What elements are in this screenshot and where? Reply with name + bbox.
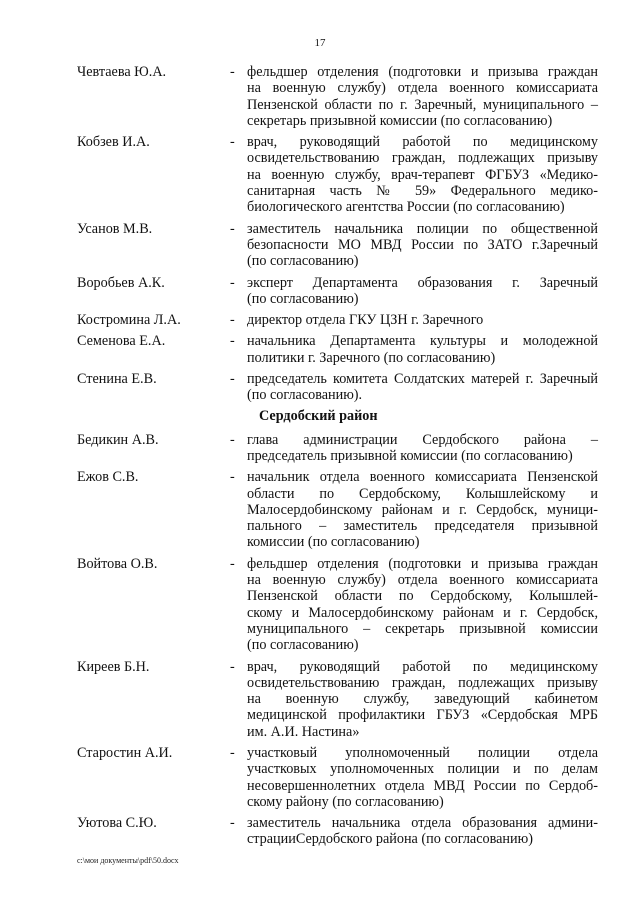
position-line: Малосердобинскому районам и г. Сердобск, муници- [247, 501, 598, 518]
entry-dash: - [230, 371, 235, 388]
position-line: безопасности МО МВД России по ЗАТО г.Заречный [247, 236, 598, 253]
position-line: им. А.И. Настина» [247, 723, 360, 740]
position-line: на военную службу, заведующий кабинетом [247, 691, 598, 708]
member-entry [0, 312, 640, 328]
position-line: начальника Департамента культуры и молодежной [247, 333, 598, 350]
position-line: скому району (по согласованию) [247, 793, 444, 810]
member-entry [0, 275, 640, 308]
entry-dash: - [230, 220, 235, 237]
member-position [247, 64, 598, 129]
member-position [247, 556, 598, 654]
member-entry [0, 556, 640, 654]
member-position [247, 745, 598, 810]
member-name: Семенова Е.А. [77, 333, 166, 350]
position-line: освидетельствованию граждан, подлежащих призыву [247, 150, 598, 167]
member-entry [0, 815, 640, 848]
entry-dash: - [230, 555, 235, 572]
member-entry [0, 134, 640, 215]
position-line: политики г. Заречного (по согласованию) [247, 349, 496, 366]
entry-dash: - [230, 815, 235, 832]
position-line: освидетельствованию граждан, подлежащих призыву [247, 674, 598, 691]
member-name: Костромина Л.А. [77, 312, 181, 329]
position-line: Пензенской области по Сердобскому, Колышлей- [247, 588, 598, 605]
position-line: (по согласованию) [247, 637, 359, 654]
entry-dash: - [230, 64, 235, 80]
file-path-footer: c:\мои документы\pdf\50.docx [77, 856, 179, 865]
member-entry [0, 221, 640, 270]
position-line: медицинской профилактики ГБУЗ «Сердобская МРБ [247, 707, 598, 724]
member-position [247, 275, 598, 308]
position-line: Пензенской области по г. Заречный, муниципального – [247, 96, 598, 113]
member-entry [0, 333, 640, 366]
position-line: фельдшер отделения (подготовки и призыва граждан [247, 555, 598, 572]
position-line: начальник отдела военного комиссариата Пензенской [247, 469, 598, 486]
member-position [247, 221, 598, 270]
member-name: Войтова О.В. [77, 555, 158, 572]
position-line: муниципального – секретарь призывной комиссии [247, 620, 598, 637]
position-line: санитарная часть № 59» Федерального медико- [247, 183, 598, 200]
member-name: Воробьев А.К. [77, 274, 165, 291]
member-entry [0, 371, 640, 404]
member-name: Старостин А.И. [77, 744, 173, 761]
member-name: Усанов М.В. [77, 220, 153, 237]
position-line: несовершеннолетних отдела МВД России по Сердоб- [247, 777, 598, 794]
position-line: на военную службу, врач-терапевт ФГБУЗ «Медико- [247, 166, 598, 183]
member-name: Чевтаева Ю.А. [77, 64, 167, 80]
position-line: председатель комитета Солдатских матерей г. Заречный [247, 371, 598, 388]
member-entry [0, 469, 640, 550]
position-line: области по Сердобскому, Колышлейскому и [247, 485, 598, 502]
member-position [247, 815, 598, 848]
member-name: Бедикин А.В. [77, 431, 159, 448]
entry-dash: - [230, 312, 235, 329]
position-line: участковых уполномоченных полиции и по делам [247, 761, 598, 778]
member-entry [0, 659, 640, 740]
entry-dash: - [230, 134, 235, 151]
position-line: заместитель начальника полиции по общественной [247, 220, 598, 237]
position-line: страцииСердобского района (по согласованию) [247, 831, 533, 848]
page-number: 17 [314, 37, 326, 49]
position-line: врач, руководящий работой по медицинскому [247, 658, 598, 675]
position-line: биологического агентства России (по согласованию) [247, 199, 565, 216]
member-position [247, 659, 598, 740]
position-line: председатель призывной комиссии (по согласованию) [247, 447, 573, 464]
position-line: пального – заместитель председателя призывной [247, 518, 598, 535]
commission-list [0, 64, 640, 853]
position-line: директор отдела ГКУ ЦЗН г. Заречного [247, 312, 484, 329]
member-name: Кобзев И.А. [77, 134, 150, 151]
member-entry [0, 745, 640, 810]
position-line: (по согласованию). [247, 387, 363, 404]
position-line: (по согласованию) [247, 253, 359, 270]
member-position [247, 312, 598, 328]
position-line: секретарь призывной комиссии (по согласованию) [247, 112, 553, 129]
entry-dash: - [230, 431, 235, 448]
position-line: комиссии (по согласованию) [247, 534, 420, 551]
position-line: на военную службу) отдела военного комиссариата [247, 80, 598, 97]
member-position [247, 371, 598, 404]
section-title: Сердобский район [259, 407, 378, 424]
member-position [247, 469, 598, 550]
member-entry [0, 432, 640, 465]
position-line: фельдшер отделения (подготовки и призыва граждан [247, 64, 598, 80]
entry-dash: - [230, 744, 235, 761]
position-line: глава администрации Сердобского района – [247, 431, 598, 448]
position-line: врач, руководящий работой по медицинскому [247, 134, 598, 151]
member-name: Уютова С.Ю. [77, 815, 157, 832]
member-name: Стенина Е.В. [77, 371, 157, 388]
commission-members-list [0, 64, 640, 404]
member-position [247, 432, 598, 465]
member-position [247, 333, 598, 366]
position-line: участковый уполномоченный полиции отдела [247, 744, 598, 761]
entry-dash: - [230, 658, 235, 675]
serdobsk-commission-members-list [0, 432, 640, 848]
entry-dash: - [230, 469, 235, 486]
member-name: Киреев Б.Н. [77, 658, 150, 675]
position-line: эксперт Департамента образования г. Заречный [247, 274, 598, 291]
position-line: на военную службу) отдела военного комиссариата [247, 572, 598, 589]
position-line: заместитель начальника отдела образования админи- [247, 815, 598, 832]
position-line: скому и Малосердобинскому районам и г. Сердобск, [247, 604, 598, 621]
member-name: Ежов С.В. [77, 469, 139, 486]
position-line: (по согласованию) [247, 290, 359, 307]
entry-dash: - [230, 333, 235, 350]
member-entry [0, 64, 640, 129]
member-position [247, 134, 598, 215]
entry-dash: - [230, 274, 235, 291]
